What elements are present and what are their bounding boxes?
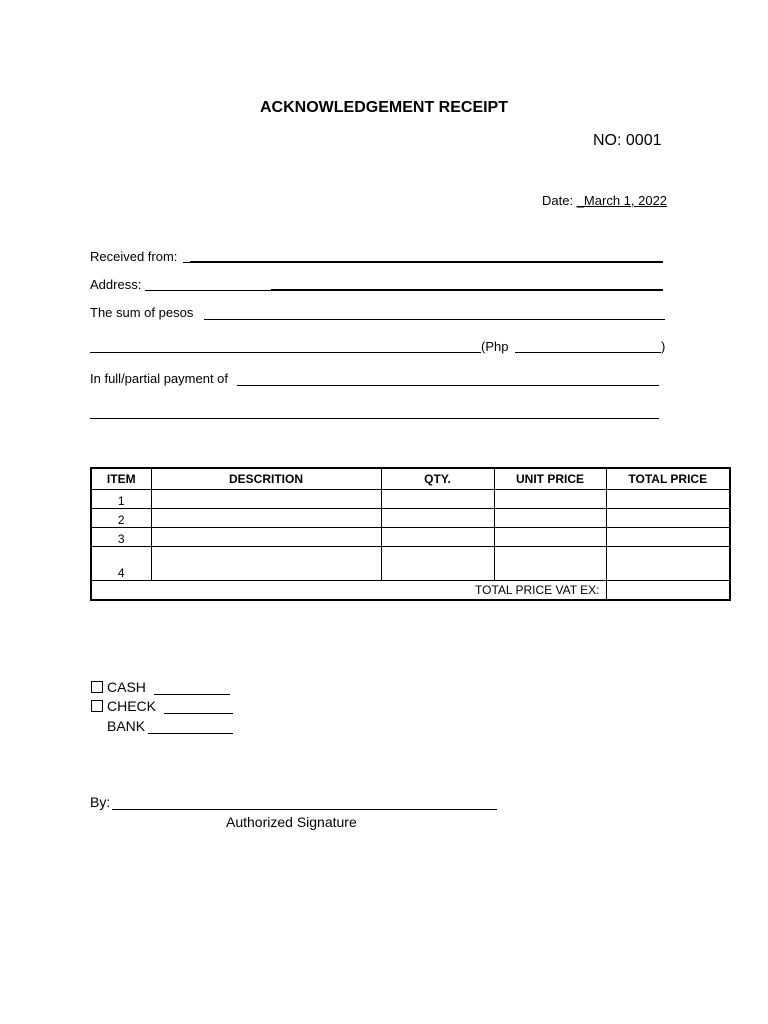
received-from-line[interactable] [190,261,663,263]
unit-price-cell[interactable] [494,509,606,528]
col-header-qty: QTY. [381,468,494,490]
item-number: 1 [91,490,151,509]
date-value: _March 1, 2022 [576,193,668,208]
col-header-total-price: TOTAL PRICE [606,468,730,490]
total-row [91,581,730,601]
address-label: Address: [90,277,142,292]
payment-of-line[interactable] [237,385,659,386]
qty-cell[interactable] [381,509,494,528]
date-field [542,193,667,208]
received-from-blank-thin [183,262,190,263]
payment-of-label: In full/partial payment of [90,371,229,386]
address-blank-thin [145,290,271,291]
document-title: ACKNOWLEDGEMENT RECEIPT [260,99,508,116]
unit-price-cell[interactable] [494,547,606,581]
unit-price-cell[interactable] [494,528,606,547]
payment-of-line-2[interactable] [90,418,659,419]
total-price-cell[interactable] [606,528,730,547]
php-amount-line[interactable] [515,352,661,353]
unit-price-cell[interactable] [494,490,606,509]
received-from-label: Received from: [90,249,178,264]
check-label: CHECK [107,698,157,714]
description-cell[interactable] [151,528,381,547]
table-row [91,547,730,581]
qty-cell[interactable] [381,547,494,581]
total-price-vat-ex-cell[interactable] [606,581,730,601]
address-line[interactable] [271,289,663,291]
qty-cell[interactable] [381,490,494,509]
signature-line[interactable] [112,809,497,810]
total-price-cell[interactable] [606,509,730,528]
cash-option[interactable] [91,679,146,695]
items-table [90,467,731,601]
total-price-cell[interactable] [606,490,730,509]
item-number: 2 [91,509,151,528]
table-header-row [91,468,730,490]
table-row [91,509,730,528]
date-label: Date: [542,193,574,208]
table-row [91,490,730,509]
total-price-vat-ex-label: TOTAL PRICE VAT EX: [91,581,606,601]
description-cell[interactable] [151,490,381,509]
check-option[interactable] [91,698,156,714]
sum-pesos-label: The sum of pesos [90,305,194,320]
col-header-item: ITEM [91,468,151,490]
cash-label: CASH [107,679,146,695]
item-number: 3 [91,528,151,547]
by-label: By: [90,794,111,810]
item-number: 4 [91,547,151,581]
col-header-description: DESCRITION [151,468,381,490]
bank-label: BANK [107,718,146,734]
sum-pesos-line[interactable] [204,319,665,320]
cash-checkbox[interactable] [91,681,103,693]
amount-words-line[interactable] [90,352,481,353]
receipt-number: NO: 0001 [593,132,662,149]
check-line[interactable] [164,713,233,714]
bank-line[interactable] [148,733,233,734]
check-checkbox[interactable] [91,700,103,712]
total-price-cell[interactable] [606,547,730,581]
php-close-label: ) [661,339,666,354]
description-cell[interactable] [151,547,381,581]
qty-cell[interactable] [381,528,494,547]
col-header-unit-price: UNIT PRICE [494,468,606,490]
cash-line[interactable] [154,694,230,695]
authorized-signature-label: Authorized Signature [226,814,357,830]
table-row [91,528,730,547]
description-cell[interactable] [151,509,381,528]
php-open-label: (Php [481,339,509,354]
